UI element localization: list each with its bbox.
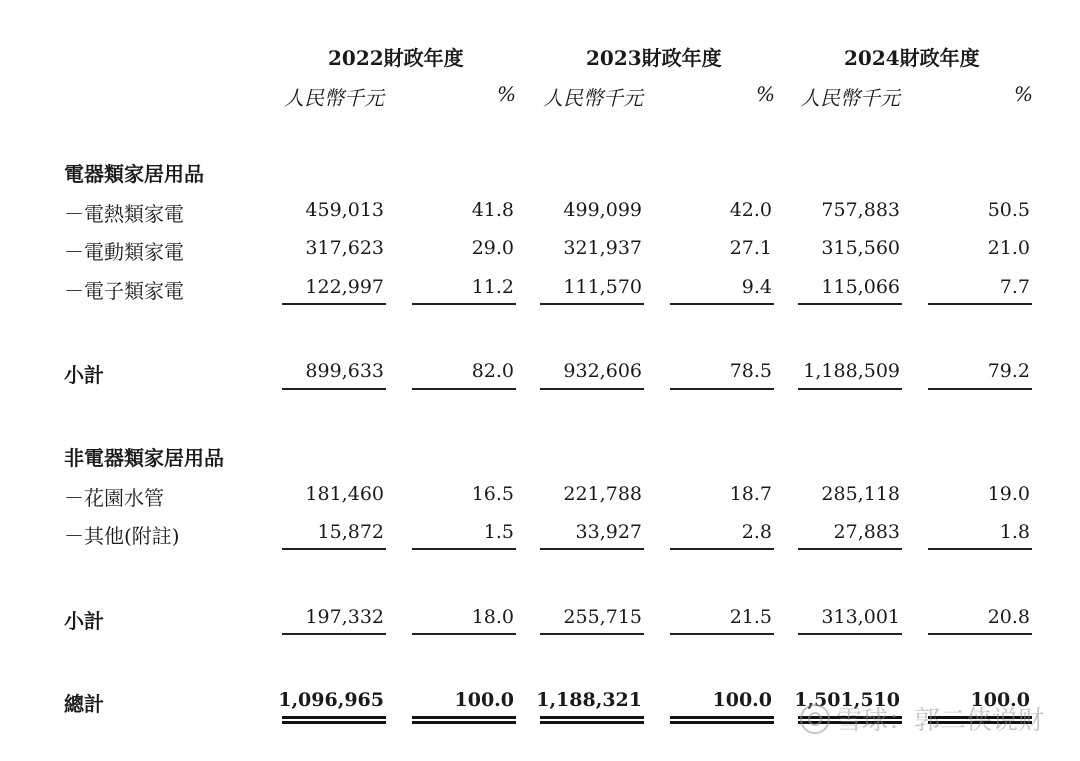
cell-value: 1,188,509 <box>803 360 900 382</box>
underline <box>928 303 1032 305</box>
cell-pct: 42.0 <box>729 199 772 221</box>
underline <box>540 303 644 305</box>
double-underline <box>412 716 516 724</box>
underline <box>798 633 902 635</box>
cell-value: 1,501,510 <box>794 689 900 711</box>
cell-value: 115,066 <box>821 276 900 298</box>
underline <box>928 548 1032 550</box>
watermark <box>800 700 1044 737</box>
cell-value: 317,623 <box>305 237 384 259</box>
section-title-non-electrical: 非電器類家居用品 <box>64 446 224 470</box>
cell-value: 499,099 <box>563 199 642 221</box>
cell-value: 899,633 <box>305 360 384 382</box>
cell-pct: 21.5 <box>729 606 772 628</box>
cell-value: 221,788 <box>563 483 642 505</box>
underline <box>670 633 774 635</box>
cell-value: 321,937 <box>563 237 642 259</box>
row-label: －電子類家電 <box>64 279 184 303</box>
underline <box>412 303 516 305</box>
cell-value: 33,927 <box>575 521 642 543</box>
cell-pct: 78.5 <box>729 360 772 382</box>
row-label: －電動類家電 <box>64 240 184 264</box>
underline <box>928 633 1032 635</box>
cell-pct: 16.5 <box>471 483 514 505</box>
underline <box>798 388 902 390</box>
underline <box>670 303 774 305</box>
cell-pct: 1.5 <box>483 521 514 543</box>
cell-value: 1,188,321 <box>536 689 642 711</box>
cell-value: 313,001 <box>821 606 900 628</box>
year-header-2022: 2022財政年度 <box>328 46 464 70</box>
underline <box>670 388 774 390</box>
double-underline <box>282 716 386 724</box>
cell-pct: 82.0 <box>471 360 514 382</box>
cell-value: 197,332 <box>305 606 384 628</box>
cell-pct: 2.8 <box>741 521 772 543</box>
cell-pct: 50.5 <box>987 199 1030 221</box>
cell-pct: 1.8 <box>999 521 1030 543</box>
unit-label-2023: 人民幣千元 <box>543 86 643 110</box>
watermark-text: 雪球：郭二侠说财 <box>835 706 1044 736</box>
cell-pct: 18.7 <box>729 483 772 505</box>
underline <box>412 548 516 550</box>
underline <box>412 633 516 635</box>
snowball-logo-icon <box>800 704 830 734</box>
cell-value: 315,560 <box>821 237 900 259</box>
cell-value: 757,883 <box>821 199 900 221</box>
underline <box>282 633 386 635</box>
cell-value: 1,096,965 <box>278 689 384 711</box>
pct-label-2024: % <box>1014 82 1034 106</box>
pct-label-2022: % <box>497 82 517 106</box>
row-label: －電熱類家電 <box>64 202 184 226</box>
cell-pct: 9.4 <box>741 276 772 298</box>
underline <box>282 548 386 550</box>
cell-pct: 100.0 <box>970 689 1030 711</box>
row-label: 小計 <box>64 609 104 633</box>
cell-pct: 19.0 <box>987 483 1030 505</box>
row-label: －其他(附註) <box>64 524 180 548</box>
pct-label-2023: % <box>756 82 776 106</box>
cell-value: 111,570 <box>563 276 642 298</box>
underline <box>798 548 902 550</box>
cell-value: 285,118 <box>821 483 900 505</box>
double-underline <box>540 716 644 724</box>
underline <box>540 548 644 550</box>
cell-value: 27,883 <box>833 521 900 543</box>
cell-pct: 27.1 <box>729 237 772 259</box>
cell-pct: 41.8 <box>471 199 514 221</box>
underline <box>282 303 386 305</box>
cell-pct: 29.0 <box>471 237 514 259</box>
cell-value: 122,997 <box>305 276 384 298</box>
cell-pct: 21.0 <box>987 237 1030 259</box>
cell-pct: 20.8 <box>987 606 1030 628</box>
unit-label-2024: 人民幣千元 <box>800 86 900 110</box>
underline <box>412 388 516 390</box>
cell-value: 459,013 <box>305 199 384 221</box>
underline <box>540 633 644 635</box>
underline <box>798 303 902 305</box>
cell-pct: 79.2 <box>987 360 1030 382</box>
cell-pct: 7.7 <box>999 276 1030 298</box>
cell-pct: 11.2 <box>471 276 514 298</box>
cell-pct: 100.0 <box>454 689 514 711</box>
cell-value: 181,460 <box>305 483 384 505</box>
underline <box>928 388 1032 390</box>
underline <box>282 388 386 390</box>
year-header-2023: 2023財政年度 <box>586 46 722 70</box>
cell-value: 932,606 <box>563 360 642 382</box>
section-title-electrical: 電器類家居用品 <box>64 162 204 186</box>
underline <box>540 388 644 390</box>
row-label: 小計 <box>64 363 104 387</box>
unit-label-2022: 人民幣千元 <box>284 86 384 110</box>
underline <box>670 548 774 550</box>
cell-pct: 18.0 <box>471 606 514 628</box>
cell-value: 15,872 <box>317 521 384 543</box>
double-underline <box>670 716 774 724</box>
cell-value: 255,715 <box>563 606 642 628</box>
year-header-2024: 2024財政年度 <box>844 46 980 70</box>
row-label: －花園水管 <box>64 486 164 510</box>
cell-pct: 100.0 <box>712 689 772 711</box>
row-label: 總計 <box>64 692 104 716</box>
